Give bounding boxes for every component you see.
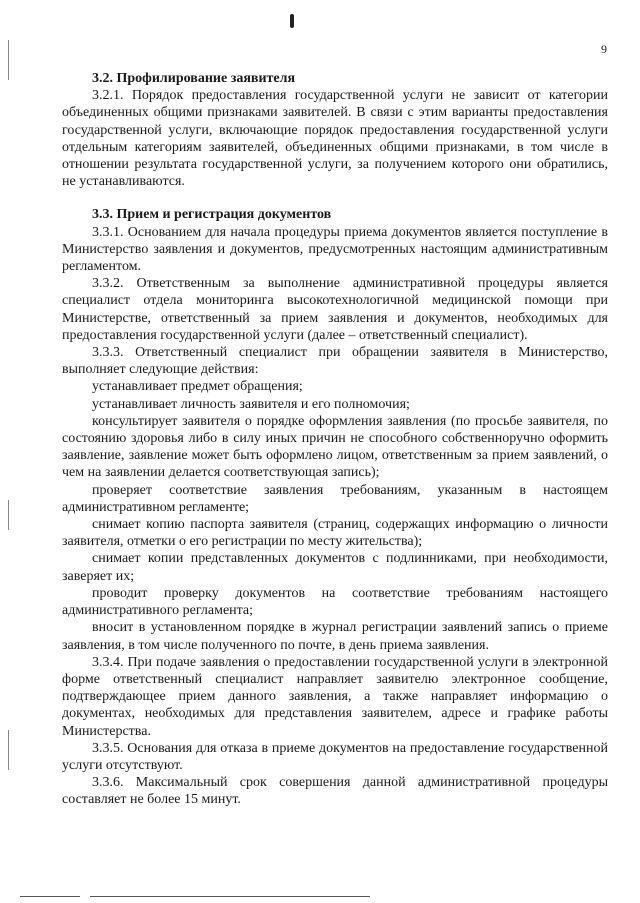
action-item: устанавливает личность заявителя и его полномочия; [92, 396, 410, 412]
paragraph: 3.3.4. При подаче заявления о предоставлении государственной услуги в электронной форме ответственный специалист направляет заявителю электронное сообщение, подтверждающее прием данного заявления, а также направляет информацию о документах, необходимых для представления заявителем, адресе и графике работы Министерства. [62, 654, 608, 739]
action-item: проверяет соответствие заявления требованиям, указанным в настоящем административном регламенте; [62, 482, 608, 515]
page-number: 9 [601, 42, 607, 56]
paragraph: 3.3.1. Основанием для начала процедуры приема документов является поступление в Министерство заявления и документов, предусмотренных настоящим административным регламентом. [62, 224, 608, 275]
action-item: устанавливает предмет обращения; [92, 379, 303, 395]
paragraph: 3.3.2. Ответственным за выполнение административной процедуры является специалист отдела мониторинга высокотехнологичной медицинской помощи при Министерстве, ответственный за прием заявления и документов, необходимых для предоставления государственной услуги (далее – ответственный специалист). [62, 276, 608, 343]
section-gap [62, 190, 608, 206]
paragraph: 3.3.5. Основания для отказа в приеме документов на предоставление государственной услуги отсутствуют. [62, 740, 608, 773]
scan-edge-mark [8, 500, 9, 530]
action-item: снимает копии представленных документов с подлинниками, при необходимости, заверяет их; [62, 551, 608, 584]
document-body [62, 70, 608, 809]
footer-rule [20, 896, 80, 897]
action-item: вносит в установленном порядке в журнал регистрации заявлений запись о приеме заявления, в том числе полученного по почте, в день приема заявления. [62, 620, 608, 653]
paragraph: 3.3.6. Максимальный срок совершения данной административной процедуры составляет не более 15 минут. [62, 775, 608, 808]
section-heading: 3.2. Профилирование заявителя [92, 71, 296, 86]
scan-mark-top [290, 14, 294, 28]
action-item: проводит проверку документов на соответствие требованиям настоящего административного регламента; [62, 585, 608, 619]
paragraph: 3.3.3. Ответственный специалист при обращении заявителя в Министерство, выполняет следующие действия: [62, 345, 608, 378]
footer-rule [90, 896, 370, 897]
action-item: снимает копию паспорта заявителя (страниц, содержащих информацию о личности заявителя, отметки о его регистрации по месту жительства); [62, 517, 608, 550]
action-item: консультирует заявителя о порядке оформления заявления (по просьбе заявителя, по состоянию здоровья либо в силу иных причин не способного собственноручно оформить заявление, заявление может быть оформлено лицом, ответственным за прием заявлений, о чем на заявлении делается соответствующая запись); [62, 413, 608, 481]
paragraph: 3.2.1. Порядок предоставления государственной услуги не зависит от категории объединенных общими признаками заявителей. В связи с этим варианты предоставления государственной услуги, включающие порядок предоставления государственной услуги отдельным категориям заявителей, объединенных общими признаками, в том числе в отношении результата государственной услуги, за получением которого они обратились, не устанавливаются. [62, 88, 608, 190]
scan-edge-mark [8, 730, 9, 770]
scan-edge-mark [8, 40, 9, 80]
section-heading: 3.3. Прием и регистрация документов [92, 207, 332, 223]
